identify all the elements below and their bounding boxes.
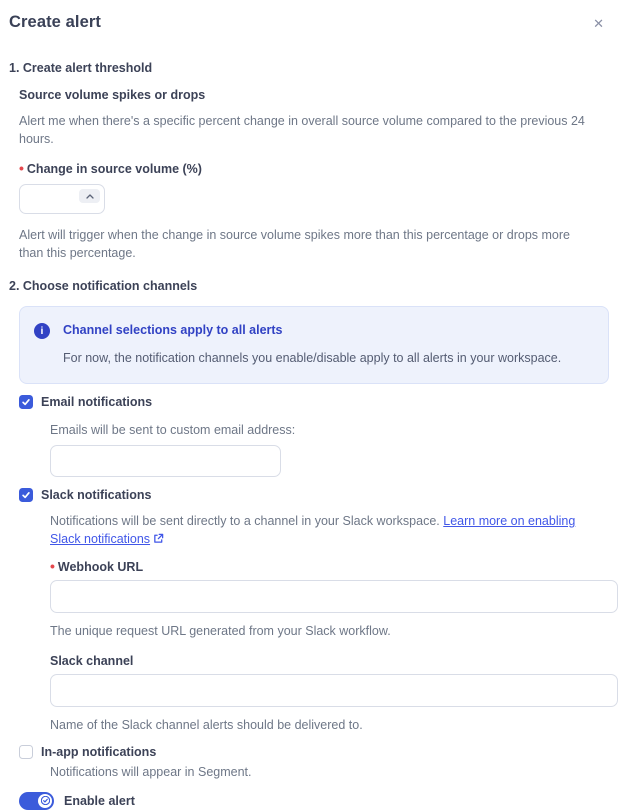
- section2-heading: 2. Choose notification channels: [9, 278, 198, 293]
- toggle-check-icon: [38, 794, 52, 808]
- inapp-notifications-checkbox-row[interactable]: [19, 745, 609, 759]
- alert-type-description: Alert me when there's a specific percent change in overall source volume compared to the previous 24 hours.: [19, 114, 585, 147]
- inapp-helper: Notifications will appear in Segment.: [50, 764, 252, 779]
- slack-learn-more-link[interactable]: Learn more on enabling Slack notifications: [50, 514, 576, 547]
- modal-title: Create alert: [9, 13, 101, 31]
- info-icon: i: [34, 323, 50, 339]
- webhook-url-input[interactable]: [50, 580, 618, 613]
- stepper-up-icon[interactable]: [79, 189, 100, 203]
- checkbox-unchecked-icon[interactable]: [19, 745, 33, 759]
- enable-alert-toggle[interactable]: [19, 792, 54, 810]
- inapp-notifications-label: In-app notifications: [41, 744, 157, 759]
- email-notifications-label: Email notifications: [41, 395, 153, 409]
- enable-alert-label: Enable alert: [64, 793, 135, 808]
- slack-description: Notifications will be sent directly to a channel in your Slack workspace. Learn more on enabling Slack notifications: [50, 512, 609, 549]
- custom-email-input[interactable]: [50, 445, 281, 477]
- section1-heading: 1. Create alert threshold: [9, 61, 153, 75]
- modal-header: [9, 13, 609, 34]
- slack-channel-label: Slack channel: [50, 653, 134, 668]
- close-icon[interactable]: ✕: [588, 13, 609, 34]
- checkbox-checked-icon[interactable]: [19, 488, 33, 502]
- required-marker: •: [50, 558, 55, 575]
- slack-notifications-checkbox-row[interactable]: [19, 488, 609, 502]
- banner-body: For now, the notification channels you enable/disable apply to all alerts in your workspace.: [63, 350, 562, 365]
- required-marker: •: [19, 160, 24, 177]
- webhook-url-label: • Webhook URL: [50, 558, 144, 575]
- email-notifications-checkbox-row[interactable]: [19, 395, 609, 409]
- alert-type-title: Source volume spikes or drops: [19, 88, 206, 102]
- slack-channel-input[interactable]: [50, 674, 618, 707]
- change-volume-field: [19, 184, 105, 214]
- enable-alert-row: [19, 792, 609, 810]
- info-banner: [19, 306, 609, 385]
- section-notification-channels: [9, 279, 609, 810]
- slack-channel-helper: Name of the Slack channel alerts should be delivered to.: [50, 717, 363, 732]
- slack-notifications-group: [9, 488, 609, 734]
- change-volume-helper: Alert will trigger when the change in source volume spikes more than this percentage or drops more than this percentage.: [19, 228, 570, 261]
- slack-notifications-label: Slack notifications: [41, 488, 152, 503]
- inapp-notifications-group: [9, 745, 609, 781]
- external-link-icon: [153, 531, 164, 549]
- banner-title: Channel selections apply to all alerts: [63, 322, 283, 337]
- change-volume-label: • Change in source volume (%): [19, 160, 202, 177]
- checkbox-checked-icon[interactable]: [19, 395, 33, 409]
- email-notifications-group: [9, 395, 609, 477]
- email-helper: Emails will be sent to custom email address:: [50, 423, 296, 437]
- section-create-threshold: [9, 61, 609, 263]
- webhook-url-helper: The unique request URL generated from your Slack workflow.: [50, 624, 391, 639]
